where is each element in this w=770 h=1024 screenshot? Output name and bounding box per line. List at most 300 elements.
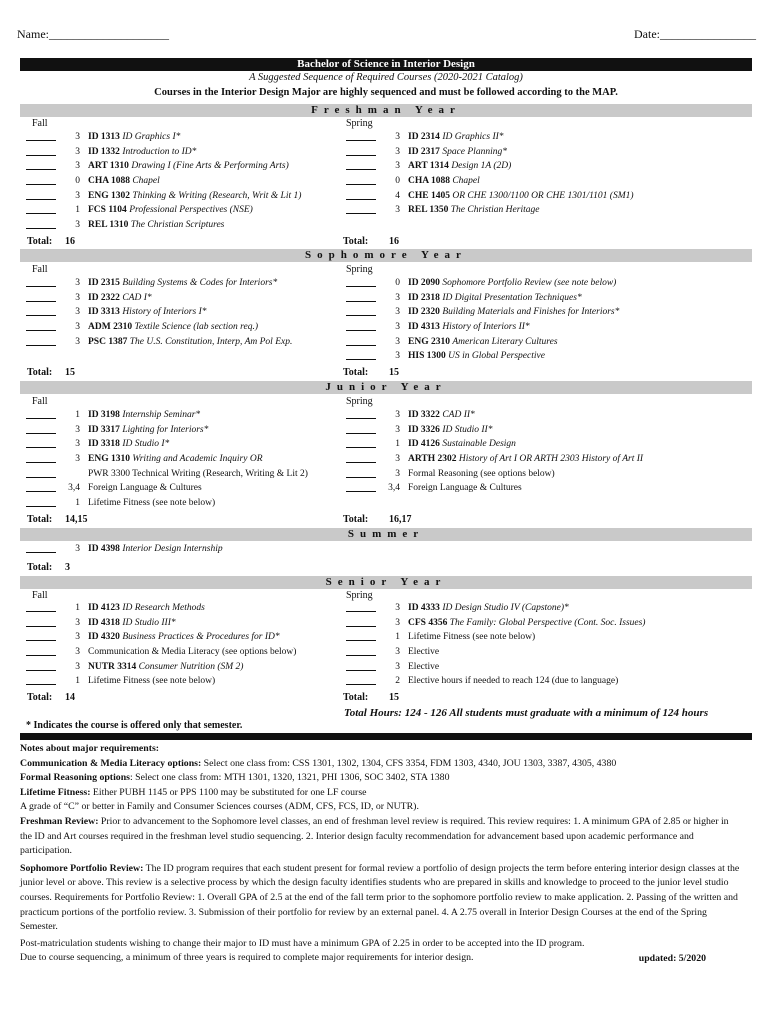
grade-blank[interactable] — [346, 410, 376, 419]
course-name: Business Practices & Procedures for ID* — [122, 632, 280, 643]
course-name: History of Interiors I* — [122, 307, 207, 318]
credit-hours: 3 — [395, 424, 400, 435]
course-row — [346, 278, 617, 293]
grade-blank[interactable] — [346, 132, 376, 141]
grade-blank[interactable] — [346, 632, 376, 641]
name-field[interactable]: Name:____________________ — [17, 27, 169, 41]
updated-date: updated: 5/2020 — [638, 953, 706, 964]
fall-total-label: Total: — [27, 514, 53, 525]
grade-blank[interactable] — [26, 278, 56, 287]
course-code: CHE 1405 — [408, 190, 450, 201]
course-code: ID 2314 — [408, 132, 440, 142]
credit-hours: 3,4 — [68, 483, 80, 494]
grade-blank[interactable] — [346, 425, 376, 434]
year-header-freshman: Freshman Year — [20, 104, 752, 117]
course-code: ENG 1310 — [88, 454, 130, 465]
course-row — [346, 454, 644, 469]
course-row — [26, 647, 297, 662]
grade-blank[interactable] — [26, 322, 56, 331]
course-name: History of Interiors II* — [442, 322, 530, 333]
course-row — [26, 439, 170, 454]
credit-hours: 3 — [395, 661, 400, 672]
course-code: ARTH 2302 — [408, 454, 457, 465]
grade-blank[interactable] — [26, 307, 56, 316]
grade-blank[interactable] — [346, 483, 376, 492]
course-row — [346, 176, 480, 191]
course-row — [26, 603, 205, 618]
year-header-junior: Junior Year — [20, 381, 752, 394]
course-row — [26, 278, 278, 293]
grade-blank[interactable] — [346, 278, 376, 287]
course-name: Space Planning* — [442, 146, 507, 157]
course-title — [408, 322, 530, 332]
course-row — [26, 205, 253, 220]
credit-hours: 3 — [395, 410, 400, 420]
grade-blank[interactable] — [26, 618, 56, 627]
course-name: Lifetime Fitness (see note below) — [88, 498, 216, 509]
course-code: ART 1310 — [88, 161, 129, 172]
course-name: Textile Science (lab section req.) — [134, 322, 258, 333]
course-row — [26, 632, 280, 647]
grade-blank[interactable] — [346, 662, 376, 671]
credit-hours: 3 — [395, 351, 400, 362]
course-name: ID Studio III* — [122, 617, 176, 628]
grade-blank[interactable] — [26, 147, 56, 156]
grade-blank[interactable] — [346, 147, 376, 156]
course-name: The Family: Global Perspective (Cont. Soc. Issues) — [449, 617, 646, 628]
course-title — [408, 205, 539, 215]
spring-course-list — [346, 410, 644, 498]
credit-hours: 3 — [395, 205, 400, 216]
course-title — [408, 632, 535, 642]
course-code: CHA 1088 — [88, 176, 130, 187]
course-name: Elective hours if needed to reach 124 (due to language) — [408, 676, 619, 687]
course-title — [408, 161, 511, 171]
course-code: ENG 1302 — [88, 190, 130, 201]
course-title — [88, 205, 253, 215]
grade-blank[interactable] — [26, 293, 56, 302]
course-name: Building Materials and Finishes for Interiors* — [442, 307, 620, 318]
fall-course-list — [26, 278, 293, 351]
credit-hours: 3 — [75, 220, 80, 231]
year-header-summer: Summer — [20, 528, 752, 541]
fall-term-label: Fall — [32, 264, 48, 275]
course-code: ID 2317 — [408, 146, 440, 157]
spring-course-list — [346, 603, 646, 691]
course-name: CAD I* — [122, 292, 152, 303]
course-row — [346, 603, 569, 618]
grade-blank[interactable] — [346, 337, 376, 346]
grade-blank[interactable] — [26, 544, 56, 553]
course-title — [88, 662, 243, 672]
course-title — [88, 278, 277, 288]
course-title — [88, 544, 223, 554]
credit-hours: 2 — [395, 676, 400, 687]
grade-blank[interactable] — [346, 205, 376, 214]
credit-hours: 1 — [75, 205, 80, 216]
course-title — [408, 676, 618, 686]
course-title — [88, 425, 208, 435]
credit-hours: 3 — [395, 132, 400, 142]
course-code: ID 3318 — [88, 439, 120, 450]
course-title — [88, 469, 308, 479]
star-note: * Indicates the course is offered only that semester. — [26, 720, 243, 731]
credit-hours: 3 — [75, 307, 80, 318]
course-title — [408, 469, 555, 479]
course-row — [346, 322, 530, 337]
year-header-sophomore: Sophomore Year — [20, 249, 752, 262]
course-name: ID Studio II* — [442, 424, 493, 435]
course-code: CHA 1088 — [408, 176, 450, 187]
grade-blank[interactable] — [26, 632, 56, 641]
credit-hours: 3 — [75, 161, 80, 172]
course-row — [26, 544, 223, 559]
spring-total-value: 16,17 — [389, 514, 412, 525]
course-row — [26, 161, 289, 176]
course-row — [346, 647, 440, 662]
course-title — [88, 618, 176, 628]
course-name: Internship Seminar* — [122, 410, 201, 420]
course-title — [408, 176, 480, 186]
credit-hours: 3 — [75, 146, 80, 157]
course-name: The Christian Heritage — [450, 205, 540, 216]
credit-hours: 3 — [395, 146, 400, 157]
course-name: Foreign Language & Cultures — [408, 483, 522, 494]
course-title — [408, 278, 616, 288]
credit-hours: 3 — [75, 439, 80, 450]
course-row — [26, 498, 216, 513]
spring-total-value: 16 — [389, 236, 399, 247]
credit-hours: 3 — [395, 322, 400, 333]
course-title — [408, 351, 545, 361]
post-matriculation-note: Post-matriculation students wishing to change their major to ID must have a minimum GPA of 2.25 in order to be accepted into the ID program. — [20, 937, 585, 949]
grade-blank[interactable] — [26, 498, 56, 507]
course-name: The U.S. Constitution, Interp, Am Pol Exp. — [129, 336, 293, 347]
fall-total-value: 15 — [65, 367, 75, 378]
course-code: ID 3198 — [88, 410, 120, 420]
grade-blank[interactable] — [346, 676, 376, 685]
course-title — [408, 662, 439, 672]
spring-total-label: Total: — [343, 514, 369, 525]
course-title — [408, 337, 558, 347]
course-title — [88, 410, 200, 420]
course-code: ID 1313 — [88, 132, 120, 142]
course-title — [88, 483, 202, 493]
credit-hours: 3 — [75, 632, 80, 643]
course-name: Design 1A (2D) — [451, 161, 512, 172]
course-code: ID 4333 — [408, 603, 440, 613]
course-code: ID 4313 — [408, 322, 440, 333]
fall-total-value: 14,15 — [65, 514, 88, 525]
grade-blank[interactable] — [26, 176, 56, 185]
course-row — [346, 439, 516, 454]
course-name: ID Graphics II* — [442, 132, 504, 142]
course-row — [346, 617, 646, 633]
course-code: ID 4123 — [88, 603, 120, 613]
course-code: CFS 4356 — [408, 617, 448, 628]
grade-blank[interactable] — [26, 425, 56, 434]
course-title — [408, 307, 619, 317]
course-title — [88, 337, 292, 347]
course-code: REL 1350 — [408, 205, 449, 216]
course-code: ID 2318 — [408, 292, 440, 303]
course-row — [346, 292, 582, 308]
course-title — [408, 454, 643, 464]
credit-hours: 1 — [75, 410, 80, 420]
spring-course-list — [346, 278, 620, 366]
course-row — [346, 132, 504, 147]
course-name: Lifetime Fitness (see note below) — [88, 676, 216, 687]
course-row — [346, 410, 475, 425]
grade-blank[interactable] — [346, 454, 376, 463]
course-row — [26, 676, 216, 691]
credit-hours: 1 — [75, 603, 80, 613]
course-name: Thinking & Writing (Research, Writ & Lit 1) — [132, 190, 302, 201]
course-code: PSC 1387 — [88, 336, 128, 347]
credit-hours: 3 — [75, 278, 80, 288]
course-name: Foreign Language & Cultures — [88, 483, 202, 494]
grade-blank[interactable] — [26, 205, 56, 214]
course-code: ART 1314 — [408, 161, 449, 172]
course-name: Professional Perspectives (NSE) — [129, 205, 253, 216]
course-title — [88, 293, 152, 303]
course-row — [346, 483, 522, 498]
fall-total-value: 3 — [65, 562, 70, 573]
credit-hours: 3 — [75, 544, 80, 554]
course-row — [26, 454, 263, 469]
grade-blank[interactable] — [26, 647, 56, 656]
grade-blank[interactable] — [346, 293, 376, 302]
course-name: Formal Reasoning (see options below) — [408, 468, 555, 479]
course-row — [26, 617, 176, 633]
notes-section — [20, 742, 740, 966]
spring-term-label: Spring — [346, 264, 373, 275]
course-row — [346, 307, 620, 322]
course-row — [26, 468, 308, 484]
course-title — [408, 410, 475, 420]
fall-term-label: Fall — [32, 396, 48, 407]
course-row — [346, 661, 440, 677]
course-name: Drawing I (Fine Arts & Performing Arts) — [131, 161, 289, 172]
credit-hours: 3 — [395, 307, 400, 318]
course-name: Elective — [408, 647, 440, 658]
course-name: ID Studio I* — [122, 439, 170, 450]
spring-total-label: Total: — [343, 367, 369, 378]
credit-hours: 1 — [75, 498, 80, 509]
course-name: OR CHE 1300/1100 OR CHE 1301/1101 (SM1) — [452, 190, 634, 201]
comm-note: Communication & Media Literacy options: Select one class from: CSS 1301, 1302, 1304, CFS 3354, FDM 1303, 4340, JOU 1303, 3387, 4305, 4380 — [20, 757, 617, 769]
course-code: ID 2320 — [408, 307, 440, 318]
grade-blank[interactable] — [346, 191, 376, 200]
credit-hours: 3 — [75, 132, 80, 142]
credit-hours: 3 — [395, 454, 400, 465]
credit-hours: 3 — [75, 661, 80, 672]
course-code: ID 3322 — [408, 410, 440, 420]
course-code: ID 2315 — [88, 278, 120, 288]
course-name: CAD II* — [442, 410, 475, 420]
credit-hours: 4 — [395, 190, 400, 201]
course-name: ID Design Studio IV (Capstone)* — [442, 603, 569, 613]
course-code: ID 3326 — [408, 424, 440, 435]
course-name: ID Research Methods — [122, 603, 205, 613]
grade-blank[interactable] — [26, 603, 56, 612]
course-code: ID 2090 — [408, 278, 440, 288]
grade-blank[interactable] — [346, 618, 376, 627]
course-name: Interior Design Internship — [122, 544, 223, 554]
grade-blank[interactable] — [26, 337, 56, 346]
credit-hours: 1 — [75, 676, 80, 687]
course-name: Introduction to ID* — [122, 146, 197, 157]
course-row — [346, 351, 545, 366]
date-field[interactable]: Date:________________ — [634, 27, 756, 41]
grade-blank[interactable] — [346, 322, 376, 331]
grade-blank[interactable] — [26, 454, 56, 463]
grade-blank[interactable] — [26, 220, 56, 229]
course-title — [408, 603, 569, 613]
course-name: History of Art I OR ARTH 2303 History of Art II — [458, 454, 644, 465]
course-name: Lifetime Fitness (see note below) — [408, 632, 536, 643]
credit-hours: 3 — [395, 603, 400, 613]
course-row — [346, 146, 507, 162]
course-row — [26, 220, 225, 235]
grade-blank[interactable] — [346, 603, 376, 612]
course-row — [26, 661, 244, 677]
document-subtitle: A Suggested Sequence of Required Courses (2020-2021 Catalog) — [249, 72, 523, 83]
course-name: The Christian Scriptures — [130, 220, 225, 231]
fall-total-value: 16 — [65, 236, 75, 247]
course-name: American Literary Cultures — [452, 336, 558, 347]
course-code: ID 4126 — [408, 439, 440, 450]
grade-blank[interactable] — [346, 439, 376, 448]
credit-hours: 3,4 — [388, 483, 400, 494]
course-title — [88, 603, 205, 613]
separator-bar — [20, 733, 752, 740]
fall-total-value: 14 — [65, 692, 75, 703]
fall-term-label: Fall — [32, 590, 48, 601]
course-code: NUTR 3314 — [88, 661, 137, 672]
year-header-senior: Senior Year — [20, 576, 752, 589]
course-title — [88, 220, 224, 230]
course-row — [346, 190, 634, 206]
course-code: ID 1332 — [88, 146, 120, 157]
course-title — [408, 191, 634, 201]
spring-term-label: Spring — [346, 396, 373, 407]
course-title — [408, 647, 439, 657]
course-row — [346, 424, 493, 440]
course-row — [26, 132, 181, 147]
spring-total-value: 15 — [389, 367, 399, 378]
course-row — [26, 322, 258, 337]
course-row — [26, 146, 197, 162]
grade-blank[interactable] — [346, 647, 376, 656]
course-code: ID 4318 — [88, 617, 120, 628]
course-row — [346, 336, 558, 352]
course-name: ID Digital Presentation Techniques* — [442, 292, 582, 303]
course-code: HIS 1300 — [408, 351, 446, 362]
course-name: ID Graphics I* — [122, 132, 181, 142]
grade-blank[interactable] — [26, 439, 56, 448]
credit-hours: 3 — [75, 454, 80, 465]
fitness-note: Lifetime Fitness: Either PUBH 1145 or PPS 1100 may be substituted for one LF course — [20, 786, 367, 798]
course-name: Chapel — [452, 176, 480, 187]
course-title — [88, 132, 180, 142]
grade-blank[interactable] — [26, 469, 56, 478]
course-row — [26, 190, 302, 206]
course-row — [346, 468, 555, 484]
course-row — [346, 632, 536, 647]
credit-hours: 3 — [395, 647, 400, 658]
grade-blank[interactable] — [26, 410, 56, 419]
course-name: Building Systems & Codes for Interiors* — [122, 278, 278, 288]
grade-blank[interactable] — [346, 176, 376, 185]
fall-course-list — [26, 603, 297, 691]
grade-blank[interactable] — [26, 191, 56, 200]
course-title — [408, 618, 645, 628]
grade-blank[interactable] — [26, 132, 56, 141]
course-row — [26, 307, 207, 322]
course-title — [408, 293, 582, 303]
spring-term-label: Spring — [346, 590, 373, 601]
course-title — [408, 425, 492, 435]
grade-blank[interactable] — [346, 307, 376, 316]
credit-hours: 3 — [75, 647, 80, 658]
grade-blank[interactable] — [26, 662, 56, 671]
credit-hours: 3 — [75, 424, 80, 435]
grade-blank[interactable] — [26, 676, 56, 685]
fall-total-label: Total: — [27, 236, 53, 247]
credit-hours: 0 — [395, 176, 400, 187]
course-name: Consumer Nutrition (SM 2) — [138, 661, 244, 672]
course-title — [88, 191, 301, 201]
notes-heading: Notes about major requirements: — [20, 743, 160, 754]
course-title — [88, 147, 196, 157]
course-name: Communication & Media Literacy (see options below) — [88, 647, 297, 658]
credit-hours: 3 — [75, 190, 80, 201]
course-name: Elective — [408, 661, 440, 672]
course-title — [408, 147, 507, 157]
spring-term-label: Spring — [346, 118, 373, 129]
credit-hours: 3 — [395, 617, 400, 628]
course-title — [88, 161, 289, 171]
credit-hours: 1 — [395, 632, 400, 643]
fall-term-label: Fall — [32, 118, 48, 129]
spring-total-label: Total: — [343, 692, 369, 703]
course-row — [346, 205, 540, 220]
document-title: Bachelor of Science in Interior Design — [20, 58, 752, 71]
grade-blank[interactable] — [26, 483, 56, 492]
course-title — [88, 176, 160, 186]
grade-blank[interactable] — [346, 161, 376, 170]
spring-total-value: 15 — [389, 692, 399, 703]
fall-course-list — [26, 410, 308, 513]
fall-total-label: Total: — [27, 562, 53, 573]
course-title — [88, 676, 215, 686]
course-row — [26, 292, 152, 308]
course-code: ID 3313 — [88, 307, 120, 318]
grade-blank[interactable] — [26, 161, 56, 170]
fall-course-list — [26, 544, 223, 559]
grade-blank[interactable] — [346, 351, 376, 360]
formal-note: Formal Reasoning options: Select one class from: MTH 1301, 1320, 1321, PHI 1306, SOC 3402, STA 1380 — [20, 772, 450, 784]
grade-blank[interactable] — [346, 469, 376, 478]
course-row — [26, 410, 201, 425]
credit-hours: 3 — [75, 617, 80, 628]
course-code: ID 3317 — [88, 424, 120, 435]
course-name: PWR 3300 Technical Writing (Research, Writing & Lit 2) — [88, 468, 308, 479]
course-title — [88, 632, 280, 642]
sophomore-review-note: Sophomore Portfolio Review: The ID program requires that each student present for formal review a portfolio of design projects the term before entering interior design classes at the junior level or above. This review is a selective process by which the design faculty identifies students who are prepared in skills and knowledge to proceed to the junior level studio courses. Requirements for Portfolio Review: 1. Overall GPA of 2.5 at the end of the fall term prior to the sophomore portfolio review to make application. 2. Passing of the written and practicum portions of the portfolio review. 3. Submission of their portfolio for review by an external panel. 4. A 2.75 overall in Interior Design Courses at the end of the Spring Semester. — [20, 862, 740, 933]
credit-hours: 1 — [395, 439, 400, 450]
